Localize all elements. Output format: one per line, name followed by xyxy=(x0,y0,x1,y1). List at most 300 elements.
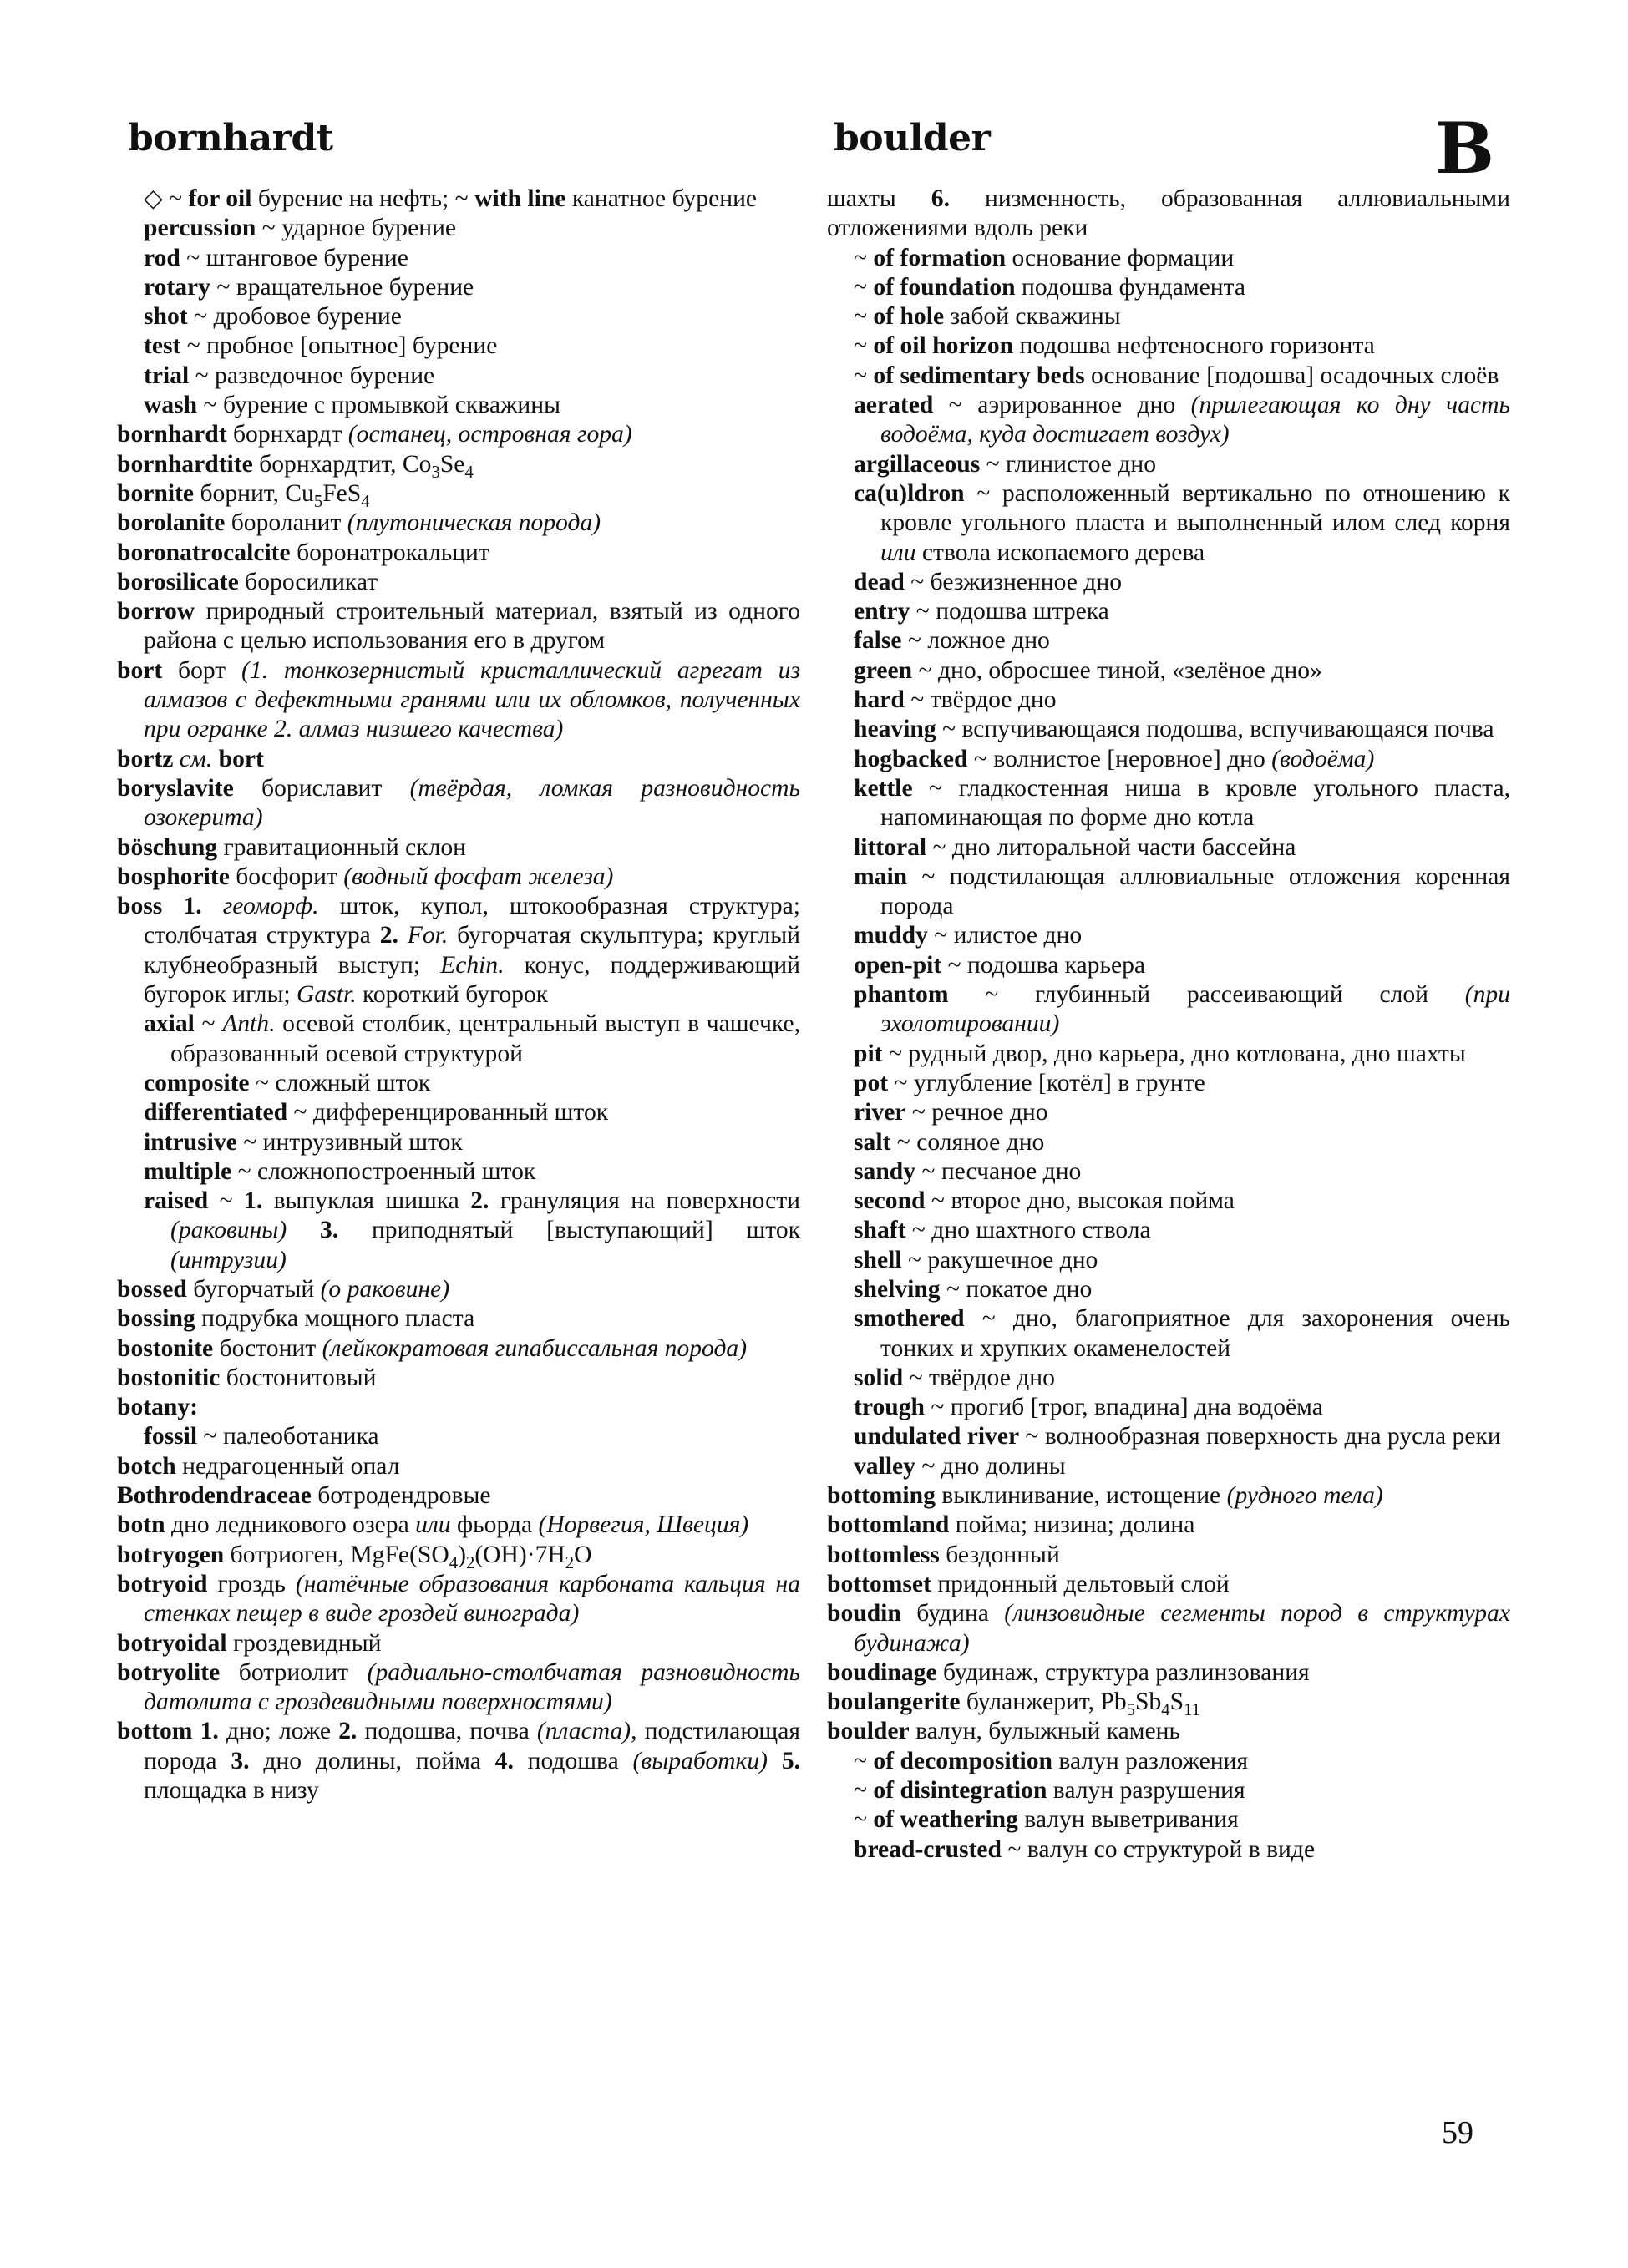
text: ~ xyxy=(194,1010,223,1038)
subscript: 4 xyxy=(1161,1701,1170,1720)
dictionary-subentry xyxy=(117,273,800,302)
dictionary-subentry xyxy=(117,1128,800,1157)
text: ~ дно шахтного ствола xyxy=(905,1217,1151,1244)
note: (прилегающая ко дну часть водоёма, куда достигает воздух) xyxy=(880,392,1510,448)
text: ~ волнообразная поверхность дна русла реки xyxy=(1019,1423,1501,1450)
term: 3. xyxy=(231,1747,250,1774)
dictionary-entry xyxy=(117,774,800,833)
text: борнхардт xyxy=(226,421,348,448)
subscript: 11 xyxy=(1184,1701,1201,1720)
text: подошва xyxy=(513,1747,633,1774)
text: босфорит xyxy=(229,863,344,890)
text: ~ xyxy=(854,1747,874,1774)
term: fossil xyxy=(144,1423,198,1450)
note: (водный фосфат железа) xyxy=(343,863,614,890)
subscript: 4 xyxy=(449,1553,459,1572)
dictionary-entry xyxy=(117,745,800,774)
note: или xyxy=(880,539,916,566)
text: ботриолит xyxy=(220,1658,368,1686)
dictionary-subentry xyxy=(827,980,1510,1040)
term: green xyxy=(854,656,913,684)
dictionary-subentry xyxy=(117,302,800,332)
term: of weathering xyxy=(873,1806,1018,1834)
text: ~ ложное дно xyxy=(901,627,1050,655)
text: ~ пробное [опытное] бурение xyxy=(180,332,498,360)
text: ~ xyxy=(854,244,874,271)
note: (радиально-столбчатая разновидность датолита с гроздевидными поверхностями) xyxy=(144,1658,801,1716)
text xyxy=(202,893,223,919)
text: площадка в низу xyxy=(144,1777,319,1805)
term: main xyxy=(854,863,908,890)
dictionary-subentry xyxy=(827,1747,1510,1776)
term: axial xyxy=(144,1010,195,1038)
term: valley xyxy=(854,1452,915,1480)
dictionary-subentry xyxy=(117,185,800,214)
term: multiple xyxy=(144,1157,232,1185)
text: грануляция на поверхности xyxy=(489,1187,800,1215)
text: ~ сложный шток xyxy=(249,1069,431,1096)
term: sandy xyxy=(854,1157,916,1185)
text: валун выветривания xyxy=(1017,1806,1239,1834)
text: ~ глубинный рассеивающий слой xyxy=(948,981,1465,1009)
term: raised xyxy=(144,1187,209,1215)
term: hard xyxy=(854,686,905,714)
text: ~ xyxy=(854,1806,874,1834)
term: bornhardtite xyxy=(117,450,253,478)
text: ~ xyxy=(854,362,874,389)
dictionary-subentry xyxy=(117,214,800,243)
text: дно долины, пойма xyxy=(249,1747,495,1774)
term: percussion xyxy=(144,215,256,242)
left-column xyxy=(117,185,800,1805)
text: ~ xyxy=(854,303,874,331)
text: придонный дельтовый слой xyxy=(931,1570,1230,1597)
dictionary-subentry xyxy=(827,1098,1510,1127)
text: осевой столбик, центральный выступ в чашечке, образованный осевой структурой xyxy=(170,1010,800,1067)
dictionary-subentry xyxy=(827,1128,1510,1157)
text: ~ волнистое [неровное] дно xyxy=(967,745,1272,772)
text: ~ интрузивный шток xyxy=(236,1128,463,1156)
term: smothered xyxy=(854,1305,965,1333)
dictionary-entry xyxy=(117,833,800,863)
term: böschung xyxy=(117,833,218,861)
dictionary-subentry xyxy=(827,1835,1510,1865)
dictionary-subentry xyxy=(827,863,1510,922)
note: Echin. xyxy=(440,951,505,979)
text: Se xyxy=(439,450,465,478)
dictionary-subentry xyxy=(117,391,800,420)
dictionary-entry xyxy=(117,450,800,482)
term: shaft xyxy=(854,1217,906,1244)
text: ~ дно долины xyxy=(915,1452,1066,1480)
term: 4. xyxy=(494,1747,514,1774)
dictionary-entry xyxy=(827,1481,1510,1511)
term: 3. xyxy=(319,1217,339,1244)
term: intrusive xyxy=(144,1128,237,1156)
dictionary-entry xyxy=(117,597,800,656)
text: ~ бурение с промывкой скважины xyxy=(197,392,560,419)
dictionary-entry xyxy=(117,1275,800,1304)
dictionary-entry xyxy=(117,539,800,568)
term: of hole xyxy=(873,303,945,331)
term: test xyxy=(144,332,181,360)
dictionary-entry xyxy=(827,1541,1510,1570)
entry-continuation xyxy=(827,185,1510,244)
term: argillaceous xyxy=(854,450,981,478)
text xyxy=(173,746,179,772)
dictionary-subentry xyxy=(827,774,1510,833)
text: фьорда xyxy=(450,1511,539,1539)
term: boudin xyxy=(827,1600,901,1628)
dictionary-subentry xyxy=(827,626,1510,656)
text: ~ илистое дно xyxy=(927,922,1083,949)
text: буланжерит, Pb xyxy=(960,1688,1127,1716)
subscript: 4 xyxy=(464,463,474,482)
note: (натёчные образования карбоната кальция на стенках пещер в виде гроздей винограда) xyxy=(144,1570,800,1628)
dictionary-subentry xyxy=(827,1069,1510,1098)
text xyxy=(212,746,218,772)
dictionary-subentry xyxy=(827,362,1510,391)
term: bort xyxy=(117,656,163,684)
term: botryogen xyxy=(117,1541,225,1568)
term: bosphorite xyxy=(117,863,230,890)
text: ~ аэрированное дно xyxy=(933,392,1191,419)
dictionary-subentry xyxy=(827,1040,1510,1069)
dictionary-subentry xyxy=(117,244,800,273)
text xyxy=(768,1748,782,1774)
dictionary-subentry xyxy=(117,1010,800,1069)
text: ~ твёрдое дно xyxy=(903,1364,1055,1391)
term: botryoidal xyxy=(117,1629,227,1657)
term: borrow xyxy=(117,598,195,625)
term: rotary xyxy=(144,273,210,301)
term: aerated xyxy=(854,392,934,419)
text: ~ подстилающая аллювиальные отложения коренная порода xyxy=(880,863,1510,920)
text: ~ вращательное бурение xyxy=(210,273,474,301)
dictionary-subentry xyxy=(827,391,1510,450)
text: валун разложения xyxy=(1052,1747,1249,1774)
term: trial xyxy=(144,362,190,389)
subscript: 2 xyxy=(465,1553,475,1572)
text xyxy=(287,1217,320,1243)
note: (лейкократовая гипабиссальная порода) xyxy=(322,1334,748,1362)
term: open-pit xyxy=(854,951,942,979)
dictionary-subentry xyxy=(827,244,1510,273)
term: botch xyxy=(117,1452,176,1480)
dictionary-subentry xyxy=(827,951,1510,980)
text: ~ валун со структурой в виде xyxy=(1002,1835,1316,1863)
dictionary-subentry xyxy=(117,332,800,361)
note: (линзовидные сегменты пород в структурах будинажа) xyxy=(854,1600,1510,1657)
note: (интрузии) xyxy=(170,1246,287,1273)
dictionary-entry xyxy=(117,656,800,745)
term: borosilicate xyxy=(117,568,239,595)
text: ~ штанговое бурение xyxy=(180,244,408,271)
text: ~ гладкостенная ниша в кровле угольного пласта, напоминающая по форме дно котла xyxy=(880,774,1510,832)
note: (пласта), xyxy=(536,1718,637,1745)
text: боросиликат xyxy=(238,568,378,595)
text: ~ речное дно xyxy=(905,1099,1048,1126)
text: FeS xyxy=(322,479,362,507)
text: ботриоген, MgFe(SO xyxy=(224,1541,449,1568)
text: Sb xyxy=(1135,1688,1162,1716)
text: подошва, почва xyxy=(357,1718,537,1745)
term: bornhardt xyxy=(117,421,227,448)
term: differentiated xyxy=(144,1099,288,1126)
text: гроздь xyxy=(207,1570,296,1597)
term: bottomset xyxy=(827,1570,931,1597)
term: bottomless xyxy=(827,1541,940,1568)
dictionary-entry xyxy=(117,1717,800,1805)
term: for oil xyxy=(188,185,252,212)
term: false xyxy=(854,627,902,655)
text: недрагоценный опал xyxy=(175,1452,400,1480)
term: shelving xyxy=(854,1275,941,1303)
text: ~ ракушечное дно xyxy=(901,1246,1098,1273)
dictionary-entry xyxy=(117,1393,800,1422)
term: botany: xyxy=(117,1394,199,1421)
dictionary-entry xyxy=(117,509,800,538)
note: (водоёма) xyxy=(1271,745,1375,772)
text: забой скважины xyxy=(944,303,1121,331)
dictionary-subentry xyxy=(827,1304,1510,1364)
dictionary-subentry xyxy=(827,1157,1510,1187)
text: короткий бугорок xyxy=(356,981,549,1009)
term: with line xyxy=(474,185,566,212)
dictionary-subentry xyxy=(827,1275,1510,1304)
text: будинаж, структура разлинзования xyxy=(936,1658,1310,1686)
text: гроздевидный xyxy=(226,1629,382,1657)
text: ~ подошва штрека xyxy=(910,598,1109,625)
dictionary-entry xyxy=(117,1452,800,1481)
term: wash xyxy=(144,392,198,419)
text: выпуклая шишка xyxy=(262,1187,471,1215)
text: подошва фундамента xyxy=(1015,273,1245,301)
term: bortz xyxy=(117,745,174,772)
text xyxy=(192,1718,200,1744)
text: ~ дробовое бурение xyxy=(187,303,402,331)
text: ~ xyxy=(208,1187,245,1215)
term: shot xyxy=(144,303,188,331)
term: 2. xyxy=(379,922,398,949)
dictionary-subentry xyxy=(117,362,800,391)
term: pit xyxy=(854,1040,883,1067)
term: of disintegration xyxy=(873,1777,1047,1805)
term: dead xyxy=(854,568,905,595)
text: ботродендровые xyxy=(311,1482,491,1510)
term: bottoming xyxy=(827,1482,936,1510)
dictionary-entry xyxy=(117,568,800,597)
text: природный строительный материал, взятый из одного района с целью использования его в другом xyxy=(144,598,800,655)
dictionary-entry xyxy=(827,1688,1510,1720)
text: ~ покатое дно xyxy=(940,1275,1093,1303)
text: ~ второе дно, высокая пойма xyxy=(925,1187,1235,1215)
term: littoral xyxy=(854,833,927,861)
text: ~ рудный двор, дно карьера, дно котлована, дно шахты xyxy=(882,1040,1466,1067)
text: пойма; низина; долина xyxy=(949,1511,1195,1539)
text: будина xyxy=(900,1600,1005,1628)
dictionary-subentry xyxy=(827,1187,1510,1216)
running-head-right: boulder xyxy=(834,117,991,159)
text: ◇ ~ xyxy=(144,185,189,212)
text: подошва нефтеносного горизонта xyxy=(1013,332,1375,360)
dictionary-entry xyxy=(117,1364,800,1393)
dictionary-subentry xyxy=(827,273,1510,302)
text xyxy=(398,922,408,949)
text: низменность, образованная аллювиальными отложениями вдоль реки xyxy=(827,185,1510,242)
term: boudinage xyxy=(827,1658,937,1686)
term: borolanite xyxy=(117,509,226,537)
text: ~ сложнопостроенный шток xyxy=(231,1157,536,1185)
text: борнхардтит, Co xyxy=(252,450,432,478)
term: bottomland xyxy=(827,1511,950,1539)
text: борт xyxy=(162,656,242,684)
term: botn xyxy=(117,1511,165,1539)
dictionary-subentry xyxy=(827,1776,1510,1805)
text: ~ дно, обросшее тиной, «зелёное дно» xyxy=(912,656,1322,684)
text: боронатрокальцит xyxy=(290,539,489,566)
note: (раковины) xyxy=(170,1217,287,1244)
dictionary-subentry xyxy=(827,1216,1510,1245)
text: бурение на нефть; ~ xyxy=(251,185,475,212)
text: ~ дно литоральной части бассейна xyxy=(926,833,1296,861)
dictionary-entry xyxy=(827,1599,1510,1658)
page-number: 59 xyxy=(1442,2115,1473,2150)
text: шток, купол, штокообразная структура; столбчатая структура xyxy=(144,893,801,949)
dictionary-entry xyxy=(117,1629,800,1658)
term: phantom xyxy=(854,981,949,1009)
text: подстилающая порода xyxy=(144,1718,800,1774)
subscript: 4 xyxy=(361,492,370,511)
term: boulder xyxy=(827,1718,910,1745)
term: bossing xyxy=(117,1305,195,1333)
term: 1. xyxy=(200,1718,219,1745)
note: (выработки) xyxy=(632,1747,768,1774)
text: бориславит xyxy=(233,774,410,802)
text: шахты xyxy=(827,185,931,212)
text: борнит, Cu xyxy=(194,479,314,507)
dictionary-subentry xyxy=(827,597,1510,626)
text: ~ песчаное дно xyxy=(915,1157,1082,1185)
text: ~ вспучивающаяся подошва, вспучивающаяся почва xyxy=(936,716,1494,743)
term: bornite xyxy=(117,479,195,507)
text: ~ подошва карьера xyxy=(941,951,1146,979)
dictionary-entry xyxy=(827,1658,1510,1688)
text: валун разрушения xyxy=(1047,1777,1245,1805)
dictionary-subentry xyxy=(827,1452,1510,1481)
text: ~ xyxy=(854,332,874,360)
term: of sedimentary beds xyxy=(873,362,1085,389)
term: bottom xyxy=(117,1718,193,1745)
dictionary-entry xyxy=(117,1570,800,1629)
dictionary-subentry xyxy=(827,479,1510,568)
term: bread-crusted xyxy=(854,1835,1002,1863)
text: ~ xyxy=(854,273,874,301)
text xyxy=(162,893,183,919)
term: botryoid xyxy=(117,1570,208,1597)
term: boss xyxy=(117,893,163,920)
text: подрубка мощного пласта xyxy=(195,1305,475,1333)
note: Anth. xyxy=(222,1010,276,1038)
text: ~ разведочное бурение xyxy=(189,362,435,389)
term: 5. xyxy=(781,1747,801,1774)
dictionary-subentry xyxy=(827,1364,1510,1393)
text: бороланит xyxy=(225,509,347,537)
term: of oil horizon xyxy=(873,332,1014,360)
text: конус, поддерживающий бугорок иглы; xyxy=(144,951,800,1009)
text: валун, булыжный камень xyxy=(909,1718,1180,1745)
term: muddy xyxy=(854,922,928,949)
dictionary-subentry xyxy=(827,568,1510,597)
dictionary-entry xyxy=(117,863,800,892)
text: бугорчатый xyxy=(186,1275,321,1303)
dictionary-entry xyxy=(117,1304,800,1334)
text: ~ дно, благоприятное для захоронения очень тонких и хрупких окаменелостей xyxy=(880,1305,1510,1362)
dictionary-subentry xyxy=(827,1805,1510,1835)
term: 6. xyxy=(931,185,950,212)
text: канатное бурение xyxy=(565,185,758,212)
text: ~ xyxy=(854,1777,874,1805)
term: rod xyxy=(144,244,180,271)
dictionary-entry xyxy=(117,1481,800,1511)
text: ~ безжизненное дно xyxy=(904,568,1122,595)
text: основание [подошва] осадочных слоёв xyxy=(1084,362,1499,389)
text: гравитационный склон xyxy=(217,833,466,861)
text: дно; ложе xyxy=(218,1718,339,1745)
text: ствола ископаемого дерева xyxy=(915,539,1205,566)
term: 1. xyxy=(183,893,202,920)
text: (OH)·7H xyxy=(474,1541,565,1568)
term: of foundation xyxy=(873,273,1016,301)
term: boronatrocalcite xyxy=(117,539,291,566)
text: дно ледникового озера xyxy=(165,1511,416,1539)
note: (1. тонкозернистый кристаллический агрегат из алмазов с дефектными гранями или их обломков, полученных при огранке 2. алмаз низшего качества) xyxy=(144,656,800,743)
note: (при эхолотировании) xyxy=(880,981,1510,1038)
text: ) xyxy=(458,1541,466,1568)
dictionary-subentry xyxy=(827,332,1510,361)
note: или xyxy=(415,1511,451,1539)
term: shell xyxy=(854,1246,902,1273)
term: heaving xyxy=(854,716,936,743)
term: of decomposition xyxy=(873,1747,1052,1774)
dictionary-entry xyxy=(117,420,800,449)
text: ~ прогиб [трог, впадина] дна водоёма xyxy=(924,1394,1323,1421)
dictionary-subentry xyxy=(827,656,1510,686)
dictionary-entry xyxy=(117,1658,800,1718)
term: trough xyxy=(854,1394,925,1421)
subscript: 5 xyxy=(1126,1701,1135,1720)
term: bostonitic xyxy=(117,1364,221,1391)
text: ~ палеоботаника xyxy=(197,1423,379,1450)
text: бостонит xyxy=(213,1334,322,1362)
term: pot xyxy=(854,1069,889,1096)
term: bort xyxy=(218,745,264,772)
term: composite xyxy=(144,1069,250,1096)
text: ~ углубление [котёл] в грунте xyxy=(888,1069,1205,1096)
dictionary-subentry xyxy=(827,302,1510,332)
subscript: 3 xyxy=(431,463,440,482)
term: entry xyxy=(854,598,910,625)
term: bossed xyxy=(117,1275,187,1303)
right-column xyxy=(827,185,1510,1865)
term: solid xyxy=(854,1364,904,1391)
note: (о раковине) xyxy=(320,1275,450,1303)
note: (твёрдая, ломкая разновидность озокерита) xyxy=(144,774,800,832)
dictionary-subentry xyxy=(827,686,1510,715)
text: O xyxy=(574,1541,592,1568)
text: бугорчатая скульптура; круглый клубнеобразный выступ; xyxy=(144,922,800,979)
note: см. xyxy=(179,745,213,772)
